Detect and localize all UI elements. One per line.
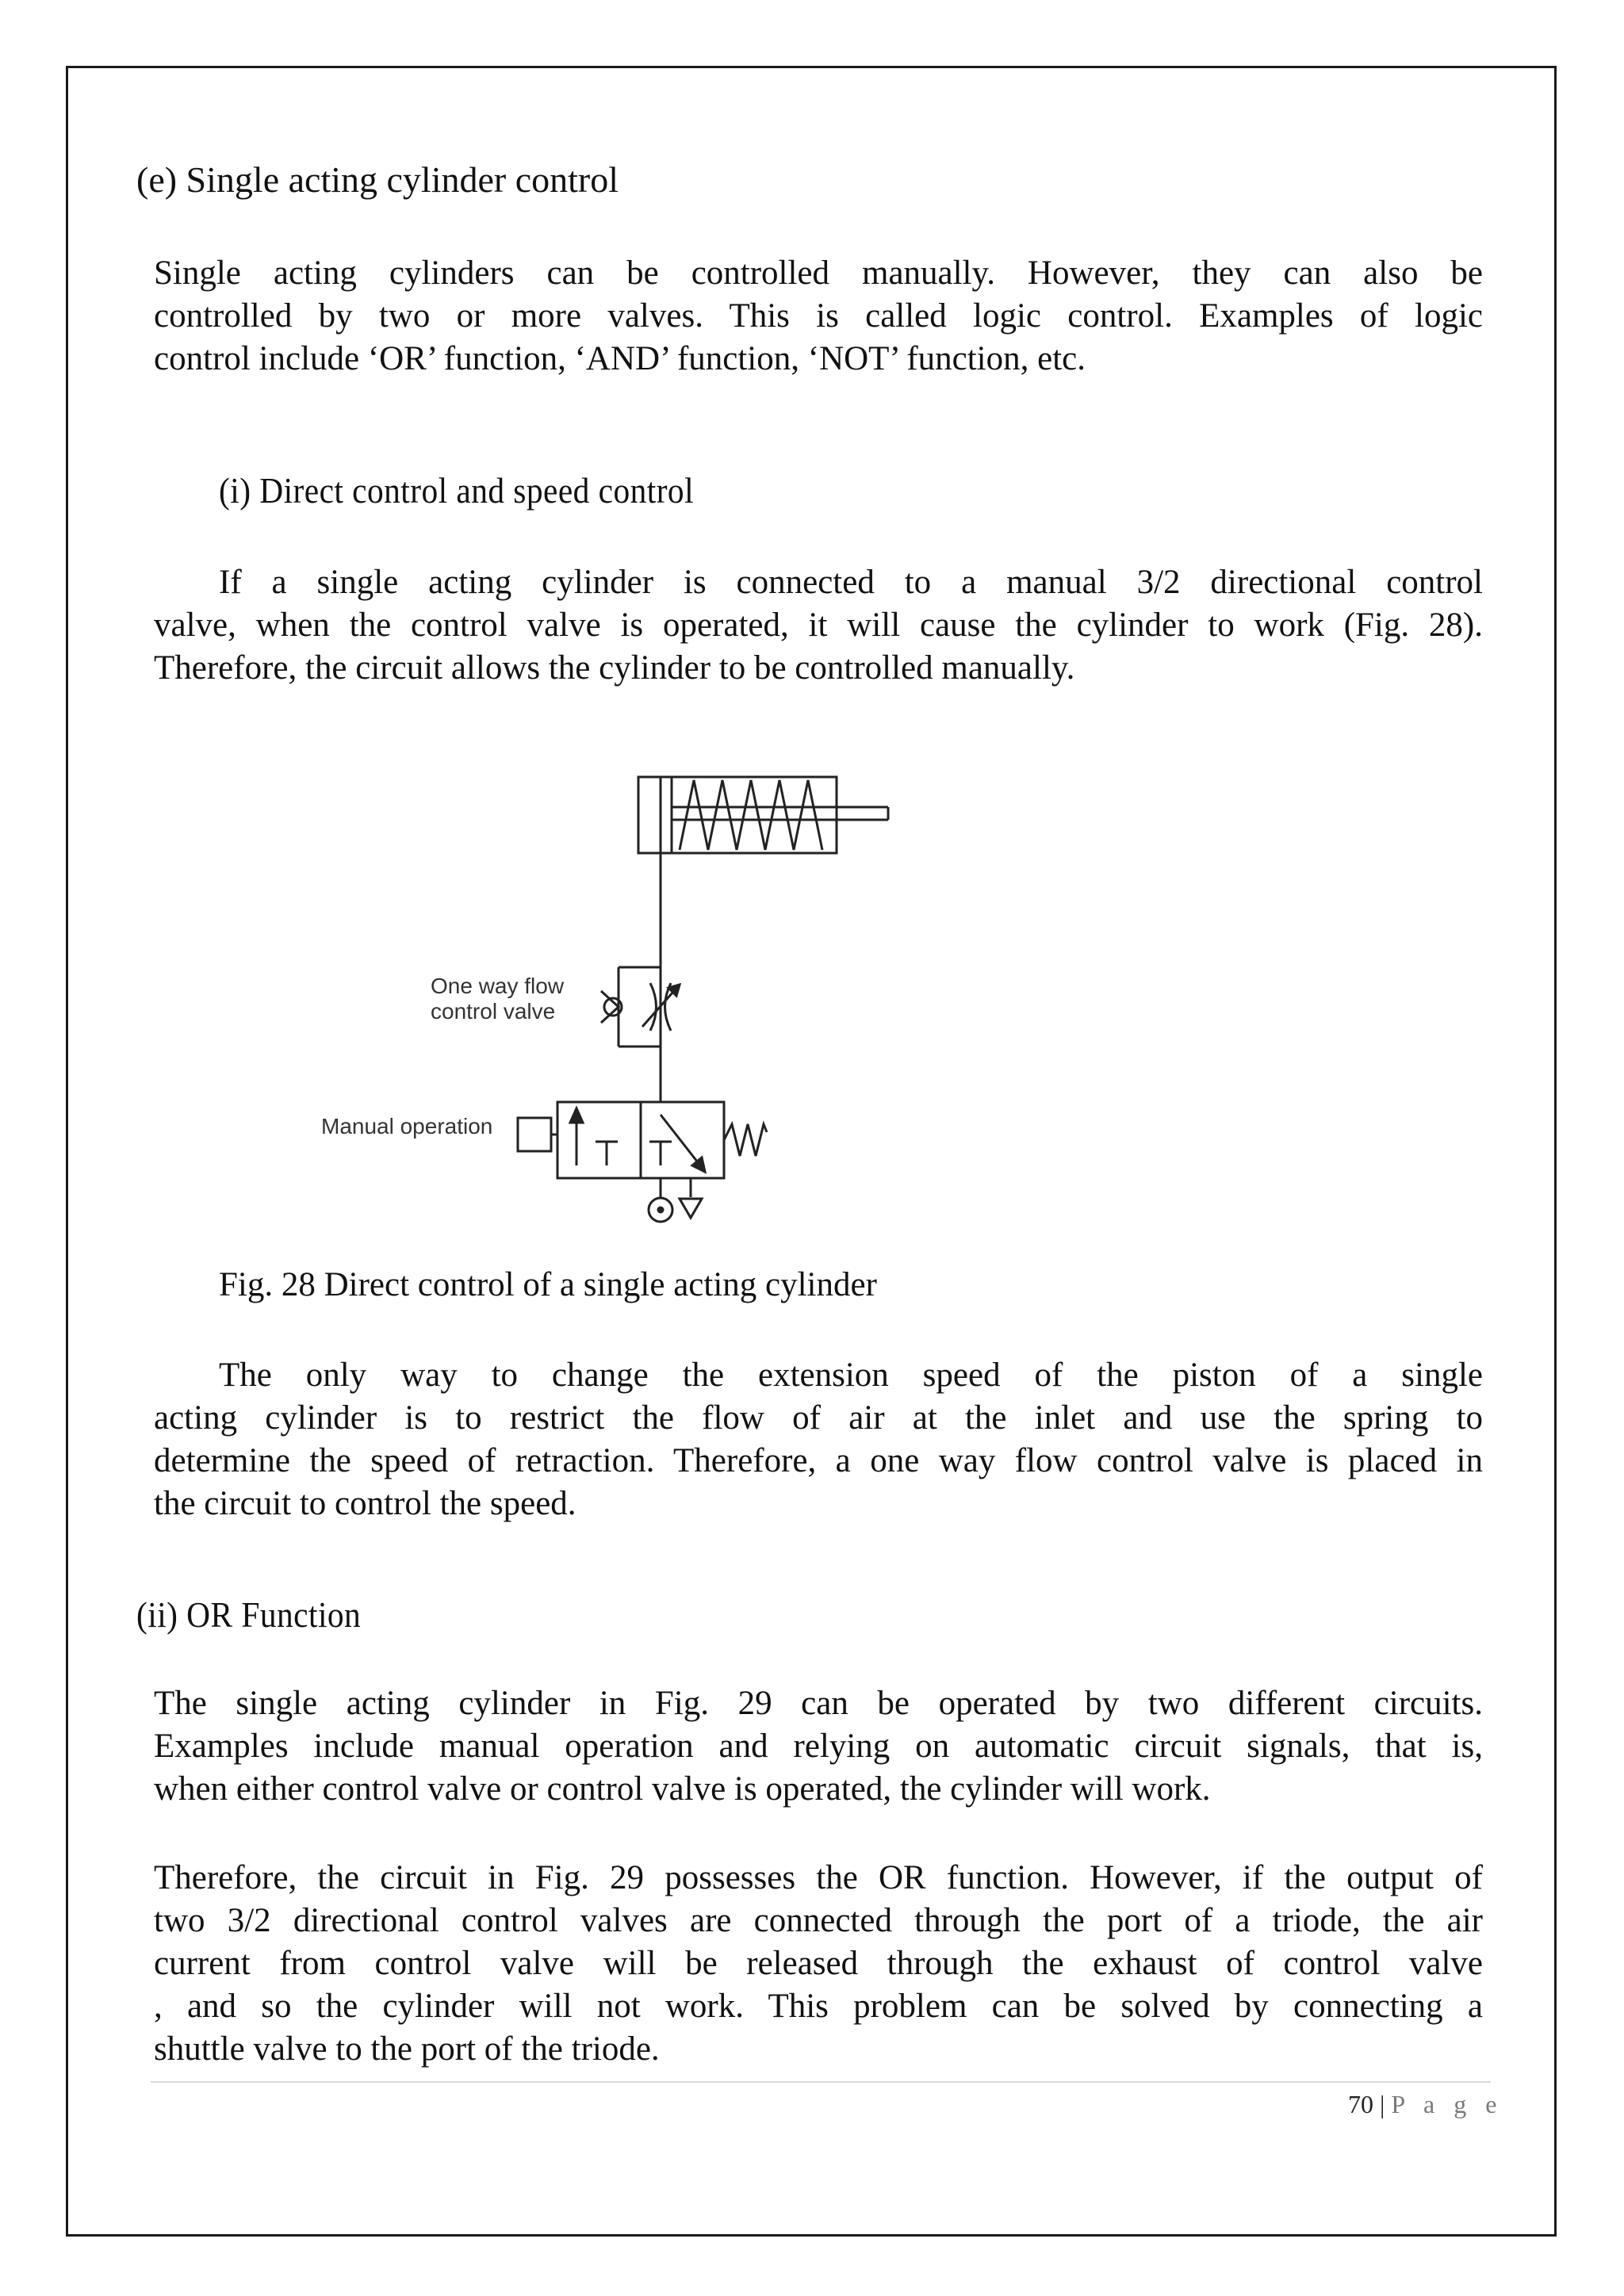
paragraph-shuttle-valve xyxy=(154,1857,1483,2071)
text-line: Therefore, the circuit in Fig. 29 possesses the OR function. However, if the output of xyxy=(154,1859,1483,1896)
page-footer xyxy=(1348,2090,1503,2119)
directional-control-valve-3-2 xyxy=(518,1102,767,1178)
text-line: controlled by two or more valves. This is called logic control. Examples of logic xyxy=(154,297,1483,335)
text-line: Examples include manual operation and relying on automatic circuit signals, that is, xyxy=(154,1728,1483,1765)
text-line: current from control valve will be released through the exhaust of control valve xyxy=(154,1945,1483,1982)
page-number: 70 xyxy=(1348,2090,1373,2118)
text-line: If a single acting cylinder is connected to a manual 3/2 directional control xyxy=(219,564,1483,601)
text-line: shuttle valve to the port of the triode. xyxy=(154,2030,660,2068)
paragraph-speed-control xyxy=(154,1354,1483,1525)
circuit-diagram-fig28 xyxy=(313,769,916,1237)
label-flow-valve-line1: One way flow xyxy=(431,974,565,998)
text-line: , and so the cylinder will not work. This problem can be solved by connecting a xyxy=(154,1988,1483,2025)
paragraph-logic-control xyxy=(154,252,1483,381)
page-label: P a g e xyxy=(1391,2090,1503,2118)
text-line: valve, when the control valve is operated, it will cause the cylinder to work (Fig. 28). xyxy=(154,607,1483,644)
label-manual-operation: Manual operation xyxy=(321,1114,493,1138)
text-line: Single acting cylinders can be controlled manually. However, they can also be xyxy=(154,254,1483,292)
paragraph-or-function xyxy=(154,1682,1483,1811)
text-line: acting cylinder is to restrict the flow of air at the inlet and use the spring to xyxy=(154,1399,1483,1437)
figure-caption-28: Fig. 28 Direct control of a single acting cylinder xyxy=(219,1266,877,1303)
text-line: determine the speed of retraction. Therefore, a one way flow control valve is placed in xyxy=(154,1442,1483,1479)
section-heading-i: (i) Direct control and speed control xyxy=(219,470,695,511)
text-line: control include ‘OR’ function, ‘AND’ function, ‘NOT’ function, etc. xyxy=(154,340,1086,377)
one-way-flow-control-valve xyxy=(601,967,680,1047)
text-line: The only way to change the extension speed of the piston of a single xyxy=(219,1357,1483,1394)
footer-rule xyxy=(151,2081,1491,2083)
return-spring-symbol xyxy=(724,1124,767,1156)
footer-separator: | xyxy=(1380,2090,1385,2118)
text-line: two 3/2 directional control valves are connected through the port of a triode, the air xyxy=(154,1902,1483,1939)
text-line: Therefore, the circuit allows the cylinder to be controlled manually. xyxy=(154,649,1075,687)
exhaust-icon xyxy=(680,1199,702,1218)
label-flow-valve-line2: control valve xyxy=(431,999,556,1024)
text-line: when either control valve or control valve is operated, the cylinder will work. xyxy=(154,1770,1211,1808)
text-line: The single acting cylinder in Fig. 29 can be operated by two different circuits. xyxy=(154,1685,1483,1722)
text-line: the circuit to control the speed. xyxy=(154,1485,576,1522)
spring-symbol xyxy=(680,780,822,850)
section-heading-e: (e) Single acting cylinder control xyxy=(136,159,619,200)
section-heading-ii: (ii) OR Function xyxy=(136,1594,362,1635)
paragraph-direct-control xyxy=(154,561,1483,690)
single-acting-cylinder xyxy=(638,777,888,853)
